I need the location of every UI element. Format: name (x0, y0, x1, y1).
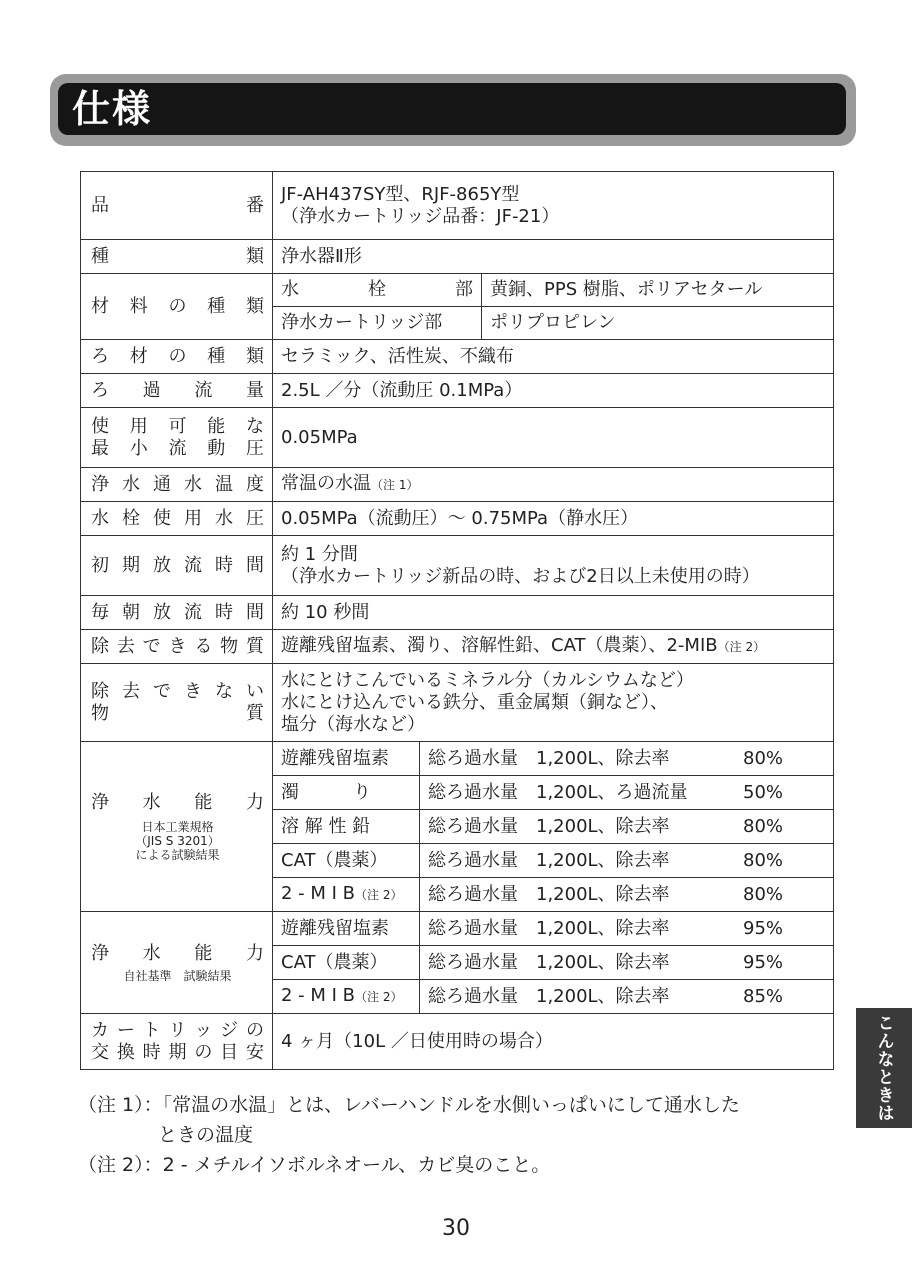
label-suisen-atsu: 水 栓 使 用 水 圧 (81, 502, 273, 536)
value-shoki: 約 1 分間 （浄水カートリッジ新品の時、および2日以上未使用の時） (273, 536, 834, 596)
jis-item-name: CAT（農薬） (273, 844, 420, 878)
label-koukan: カ ー ト リ ッ ジ の 交 換 時 期 の 目 安 (81, 1014, 273, 1070)
sub-label-suisen: 水 栓 部 (273, 274, 482, 307)
jis-item-name: 溶 解 性 鉛 (273, 810, 420, 844)
jisha-item-name: 遊離残留塩素 (273, 912, 420, 946)
row-shurui (81, 240, 834, 274)
jis-item-value: 総ろ過水量 1,200L、ろ過流量 50% (420, 776, 834, 810)
row-jokyo-dekiru (81, 630, 834, 664)
value-shiyokano: 0.05MPa (273, 408, 834, 468)
value-hinban: JF-AH437SY型、RJF-865Y型 （浄水カートリッジ品番：JF-21） (273, 172, 834, 240)
jis-item-name: 濁 り (273, 776, 420, 810)
page-title: 仕様 (72, 87, 153, 131)
row-zairyo-1 (81, 274, 834, 307)
label-jokyo-dekinai: 除 去 で き な い 物 質 (81, 664, 273, 742)
value-jokyo-dekinai: 水にとけこんでいるミネラル分（カルシウムなど） 水にとけ込んでいる鉄分、重金属類（銅など）、 塩分（海水など） (273, 664, 834, 742)
value-josui-ondo: 常温の水温（注 1） (273, 468, 834, 502)
jis-item-value: 総ろ過水量 1,200L、除去率 80% (420, 844, 834, 878)
row-rokaryuryo (81, 374, 834, 408)
row-rozai (81, 340, 834, 374)
row-shoki (81, 536, 834, 596)
side-tab-konna-toki[interactable]: こんなときは (856, 1008, 912, 1128)
row-josui-ondo (81, 468, 834, 502)
row-shiyokano (81, 408, 834, 468)
sub-label-cartridge: 浄水カートリッジ部 (273, 307, 482, 340)
label-zairyo: 材 料 の 種 類 (81, 274, 273, 340)
note-1-line-2: ときの温度 (158, 1124, 254, 1146)
jis-item-value: 総ろ過水量 1,200L、除去率 80% (420, 742, 834, 776)
jisha-item-value: 総ろ過水量 1,200L、除去率 95% (420, 946, 834, 980)
jis-item-value: 総ろ過水量 1,200L、除去率 80% (420, 878, 834, 912)
row-jisha-1 (81, 912, 834, 946)
row-hinban (81, 172, 834, 240)
row-suisen-atsu (81, 502, 834, 536)
jis-item-value: 総ろ過水量 1,200L、除去率 80% (420, 810, 834, 844)
label-shiyokano: 使 用 可 能 な 最 小 流 動 圧 (81, 408, 273, 468)
value-shurui: 浄水器Ⅱ形 (273, 240, 834, 274)
spec-table (80, 171, 834, 1070)
jis-item-name: 2 - M I B（注 2） (273, 878, 420, 912)
footnotes (78, 1090, 848, 1180)
row-jokyo-dekinai (81, 664, 834, 742)
sub-value-suisen: 黄銅、PPS 樹脂、ポリアセタール (482, 274, 834, 307)
jisha-item-value: 総ろ過水量 1,200L、除去率 85% (420, 980, 834, 1014)
jisha-item-name: 2 - M I B（注 2） (273, 980, 420, 1014)
row-koukan (81, 1014, 834, 1070)
value-rozai: セラミック、活性炭、不織布 (273, 340, 834, 374)
jis-item-name: 遊離残留塩素 (273, 742, 420, 776)
label-rozai: ろ 材 の 種 類 (81, 340, 273, 374)
row-maiasa (81, 596, 834, 630)
row-jis-1 (81, 742, 834, 776)
value-rokaryuryo: 2.5L ／分（流動圧 0.1MPa） (273, 374, 834, 408)
label-jokyo-dekiru: 除 去 で き る 物 質 (81, 630, 273, 664)
value-suisen-atsu: 0.05MPa（流動圧）～ 0.75MPa（静水圧） (273, 502, 834, 536)
label-shoki: 初 期 放 流 時 間 (81, 536, 273, 596)
label-josui-ondo: 浄 水 通 水 温 度 (81, 468, 273, 502)
note-1-line-1: （注 1）：「常温の水温」とは、レバーハンドルを水側いっぱいにして通水した (78, 1094, 740, 1116)
value-maiasa: 約 10 秒間 (273, 596, 834, 630)
sub-value-cartridge: ポリプロピレン (482, 307, 834, 340)
label-shurui: 種 類 (81, 240, 273, 274)
label-hinban: 品 番 (81, 172, 273, 240)
label-rokaryuryo: ろ 過 流 量 (81, 374, 273, 408)
note-2: （注 2）：2 - メチルイソボルネオール、カビ臭のこと。 (78, 1154, 551, 1176)
page-number: 30 (442, 1216, 470, 1241)
value-jokyo-dekiru: 遊離残留塩素、濁り、溶解性鉛、CAT（農薬）、2-MIB（注 2） (273, 630, 834, 664)
label-jisha: 浄 水 能 力 自社基準 試験結果 (81, 912, 273, 1014)
label-maiasa: 毎 朝 放 流 時 間 (81, 596, 273, 630)
label-jis: 浄 水 能 力 日本工業規格 （JIS S 3201） による試験結果 (81, 742, 273, 912)
jisha-item-value: 総ろ過水量 1,200L、除去率 95% (420, 912, 834, 946)
jisha-item-name: CAT（農薬） (273, 946, 420, 980)
value-koukan: 4 ヶ月（10L ／日使用時の場合） (273, 1014, 834, 1070)
title-inner (58, 83, 846, 135)
title-bar (50, 74, 856, 146)
